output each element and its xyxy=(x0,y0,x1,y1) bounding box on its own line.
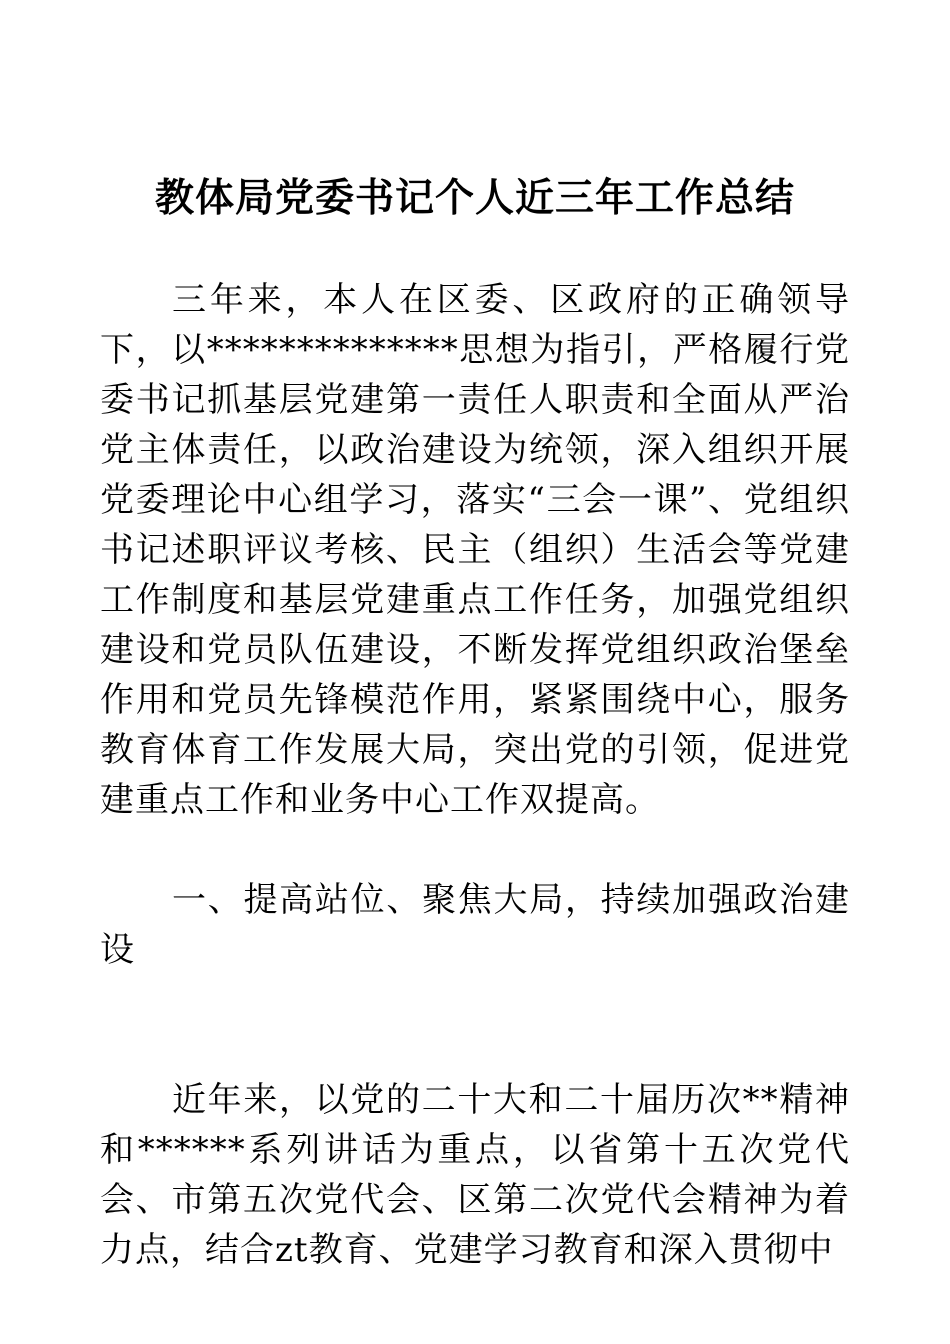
section-1-paragraph: 近年来，以党的二十大和二十届历次**精神和******系列讲话为重点，以省第十五次党代会、市第五次党代会、区第二次党代会精神为着力点，结合zt教育、党建学习教育和深入贯彻中 xyxy=(100,1080,850,1270)
intro-paragraph: 三年来，本人在区委、区政府的正确领导下，以**************思想为指引，严格履行党委书记抓基层党建第一责任人职责和全面从严治党主体责任，以政治建设为统领，深入组织开展党委理论中心组学习，落实“三会一课”、党组织书记述职评议考核、民主（组织）生活会等党建工作制度和基层党建重点工作任务，加强党组织建设和党员队伍建设，不断发挥党组织政治堡垒作用和党员先锋模范作用，紧紧围绕中心，服务教育体育工作发展大局，突出党的引领，促进党建重点工作和业务中心工作双提高。 xyxy=(100,280,850,820)
section-heading-1: 一、提高站位、聚焦大局，持续加强政治建设 xyxy=(100,880,850,970)
document-title: 教体局党委书记个人近三年工作总结 xyxy=(154,175,795,221)
